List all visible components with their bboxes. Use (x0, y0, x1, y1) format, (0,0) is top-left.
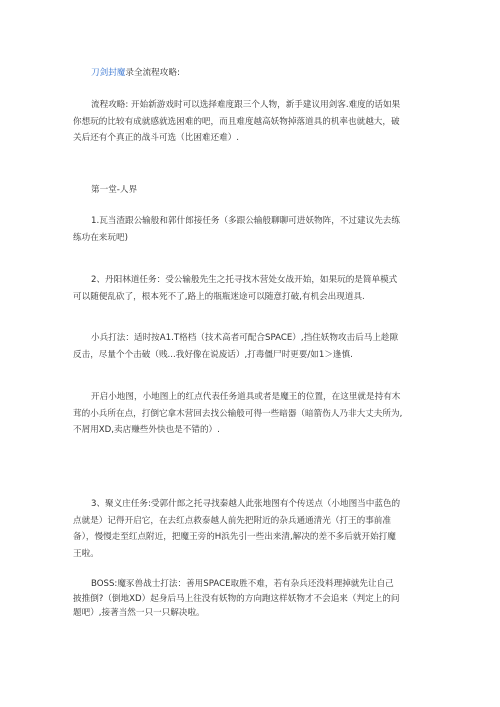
section-line: 练功在来玩吧) (73, 232, 128, 243)
section-1 (73, 213, 431, 246)
section-line: 可以随便乱砍了，根本死不了,路上的瓶瓶迷途可以随意打破,有机会出现道具. (73, 291, 365, 302)
section-line: 披推倒?（倒地XD）起身后马上往没有妖物的方向跑这样妖物才不会追来（判定上的问 (73, 593, 400, 604)
title-link[interactable]: 刀剑封魔 (91, 68, 126, 78)
section-line: 3、聚义庄任务:受郭什郎之托寻找秦越人此张地图有个传送点（小地图当中蓝色的 (91, 499, 401, 509)
section-4 (73, 389, 431, 439)
intro-line: 流程攻略: 开始新游戏时可以选择难度跟三个人物，新手建议用剑客.难度的话如果 (91, 100, 401, 110)
section-line: BOSS:魔豕兽战士打法：善用SPACE取胜不难，若有杂兵还没料理掉就先让自己 (91, 579, 394, 589)
intro-line: 关后还有个真正的战斗可选（比困难还难）. (73, 133, 240, 143)
section-line: 王啦。 (73, 548, 99, 559)
section-line: 不屑用XD,卖店赚些外快也是不错的）. (73, 425, 220, 435)
section-line: 1.瓦当渣跟公输般和郭什郎接任务（多跟公输般聊聊可进妖物阵，不过建议先去练 (91, 216, 400, 226)
intro-paragraph (73, 97, 431, 147)
section-line: 小兵打法：适时按A1.T格档（技术高者可配合SPACE）,挡住妖物攻击后马上趁隙 (91, 333, 399, 343)
section-boss (73, 577, 431, 621)
section-line: 开启小地图，小地图上的红点代表任务道具或者是魔王的位置，在这里就是持有木 (91, 392, 401, 402)
section-line: 反击，尽量个个击破（贱...我好像在说废话）,打毒僵尸时更要/如1＞逢慎. (73, 349, 353, 360)
title-rest: 录全流程攻略: (125, 68, 180, 78)
section-5 (73, 496, 431, 562)
section-2 (73, 272, 431, 305)
intro-line: 你想玩的比较有成就感就选困难的吧，而且难度越高妖物掉落道具的机率也就越大，破 (73, 116, 400, 127)
section-line: 茸的小兵所在点，打倒它拿木营回去找公输般可得一些暗器（暗箭伤人乃非大丈夫所为, (73, 408, 403, 419)
chapter-heading (91, 182, 431, 199)
section-3 (73, 330, 431, 363)
chapter-heading-text: 第一堂-人界 (91, 185, 138, 195)
section-line: 备），慢慢走至红点附近，把魔王旁的H浜先引一些出来清,解决的差不多后就开始打魔 (73, 532, 396, 542)
section-line: 2、丹阳林道任务：受公输般先生之托寻找木营处女战开始，如果玩的是简单模式 (91, 275, 398, 285)
section-line: 点就是）记得开启它，在去红点救泰越人前先把附近的杂兵通通清光（打王的事前准 (73, 515, 391, 526)
section-line: 题吧）,接著当然一只一只解决啦。 (73, 608, 205, 618)
page-title (91, 65, 431, 82)
